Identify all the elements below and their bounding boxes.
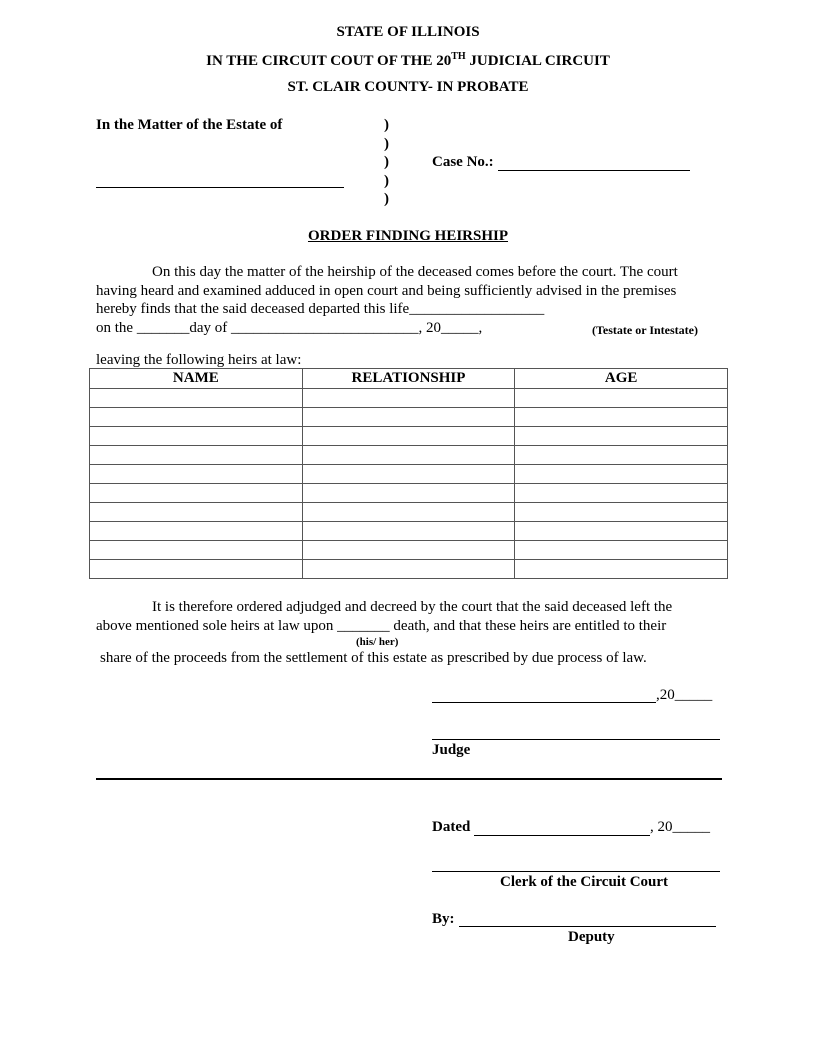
- name-cell[interactable]: [90, 541, 303, 560]
- age-cell[interactable]: [515, 446, 728, 465]
- table-row: [90, 408, 728, 427]
- heirs-table: [89, 368, 728, 579]
- county-heading: ST. CLAIR COUNTY- IN PROBATE: [287, 79, 529, 95]
- circuit-heading-text: IN THE CIRCUIT COUT OF THE 20: [206, 53, 452, 69]
- testate-note: (Testate or Intestate): [592, 323, 698, 337]
- name-cell[interactable]: [90, 522, 303, 541]
- case-number-line[interactable]: [498, 170, 690, 171]
- body-line-1: On this day the matter of the heirship of the deceased comes before the court. The court: [152, 264, 678, 280]
- estate-label: In the Matter of the Estate of: [96, 117, 283, 133]
- table-row: [90, 427, 728, 446]
- column-header-relationship: RELATIONSHIP: [302, 369, 515, 389]
- circuit-heading: [0, 51, 816, 70]
- age-cell[interactable]: [515, 484, 728, 503]
- body-line-2: having heard and examined adduced in open court and being sufficiently advised in the premises: [96, 283, 677, 299]
- name-cell[interactable]: [90, 484, 303, 503]
- section-divider: [96, 778, 722, 780]
- table-row: [90, 503, 728, 522]
- table-row: [90, 465, 728, 484]
- body-line-4: on the _______day of _________________________, 20_____,: [96, 320, 483, 336]
- age-cell[interactable]: [515, 541, 728, 560]
- age-cell[interactable]: [515, 560, 728, 579]
- table-row: [90, 560, 728, 579]
- state-heading: STATE OF ILLINOIS: [336, 24, 480, 40]
- heirs-intro: leaving the following heirs at law:: [96, 352, 302, 368]
- caption-paren: ): [384, 136, 389, 152]
- name-cell[interactable]: [90, 503, 303, 522]
- order-line-3: share of the proceeds from the settlement of this estate as prescribed by due process of law.: [100, 650, 647, 666]
- table-row: [90, 446, 728, 465]
- age-cell[interactable]: [515, 389, 728, 408]
- name-cell[interactable]: [90, 427, 303, 446]
- relationship-cell[interactable]: [302, 541, 515, 560]
- table-row: [90, 389, 728, 408]
- relationship-cell[interactable]: [302, 503, 515, 522]
- order-title: ORDER FINDING HEIRSHIP: [307, 228, 509, 244]
- name-cell[interactable]: [90, 446, 303, 465]
- caption-paren: ): [384, 191, 389, 207]
- order-line-1: It is therefore ordered adjudged and decreed by the court that the said deceased left the: [152, 599, 673, 615]
- name-cell[interactable]: [90, 560, 303, 579]
- relationship-cell[interactable]: [302, 465, 515, 484]
- clerk-signature-line[interactable]: [432, 871, 720, 872]
- age-cell[interactable]: [515, 427, 728, 446]
- caption-paren: ): [384, 154, 389, 170]
- column-header-age: AGE: [515, 369, 728, 389]
- age-cell[interactable]: [515, 465, 728, 484]
- name-cell[interactable]: [90, 408, 303, 427]
- relationship-cell[interactable]: [302, 389, 515, 408]
- deputy-signature-line[interactable]: [459, 926, 716, 927]
- table-header-row: [90, 369, 728, 389]
- order-date-line[interactable]: [432, 702, 656, 703]
- by-label: By:: [432, 911, 455, 927]
- relationship-cell[interactable]: [302, 427, 515, 446]
- table-row: [90, 484, 728, 503]
- relationship-cell[interactable]: [302, 446, 515, 465]
- pronoun-note: (his/ her): [356, 636, 399, 648]
- relationship-cell[interactable]: [302, 408, 515, 427]
- name-cell[interactable]: [90, 389, 303, 408]
- age-cell[interactable]: [515, 503, 728, 522]
- case-number-label: Case No.:: [432, 154, 494, 170]
- clerk-label: Clerk of the Circuit Court: [500, 874, 669, 890]
- order-line-2: above mentioned sole heirs at law upon _______ death, and that these heirs are entitled to their: [96, 618, 667, 634]
- table-row: [90, 522, 728, 541]
- caption-paren: ): [384, 173, 389, 189]
- order-date-year: ,20_____: [656, 687, 713, 703]
- name-cell[interactable]: [90, 465, 303, 484]
- table-row: [90, 541, 728, 560]
- deputy-label: Deputy: [568, 929, 615, 945]
- judge-label: Judge: [432, 742, 471, 758]
- dated-year: , 20_____: [650, 819, 710, 835]
- relationship-cell[interactable]: [302, 560, 515, 579]
- judge-signature-line[interactable]: [432, 739, 720, 740]
- age-cell[interactable]: [515, 408, 728, 427]
- circuit-heading-superscript: TH: [451, 51, 466, 62]
- age-cell[interactable]: [515, 522, 728, 541]
- relationship-cell[interactable]: [302, 484, 515, 503]
- dated-label: Dated: [432, 819, 471, 835]
- relationship-cell[interactable]: [302, 522, 515, 541]
- estate-name-line[interactable]: [96, 187, 344, 188]
- dated-line[interactable]: [474, 835, 650, 836]
- caption-paren: ): [384, 117, 389, 133]
- column-header-name: NAME: [90, 369, 303, 389]
- body-line-3: hereby finds that the said deceased departed this life__________________: [96, 301, 545, 317]
- circuit-heading-suffix: JUDICIAL CIRCUIT: [465, 53, 610, 69]
